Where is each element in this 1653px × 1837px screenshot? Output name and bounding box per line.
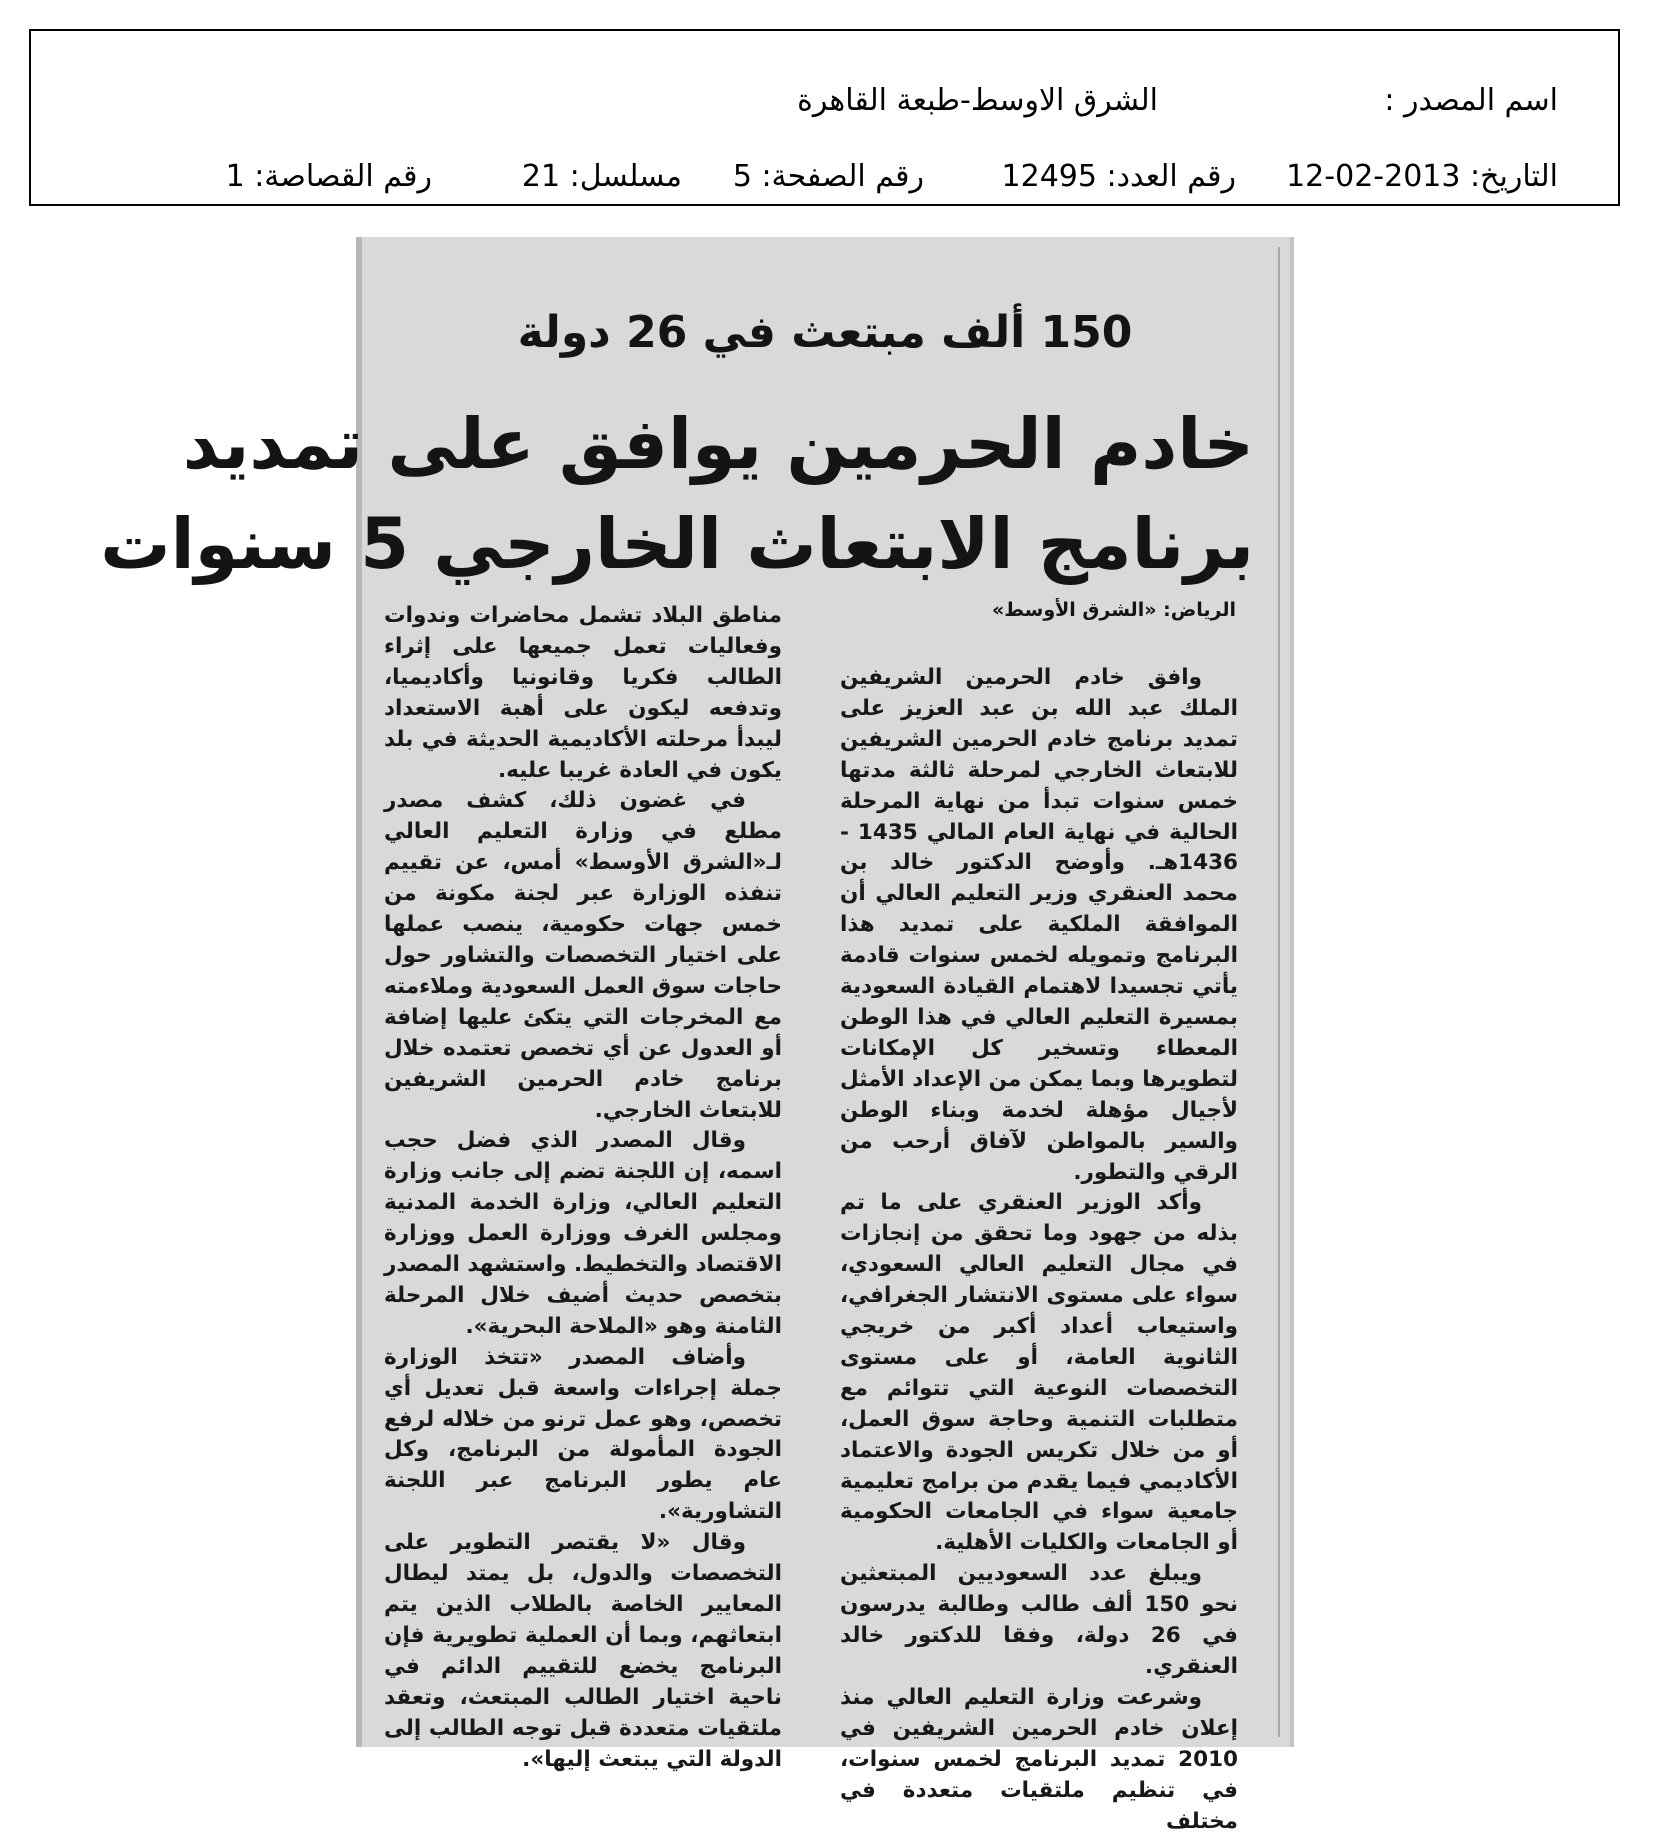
clipping-field: رقم القصاصة: 1	[225, 159, 432, 194]
headline-line-1: خادم الحرمين يوافق على تمديد	[182, 403, 1254, 485]
paragraph: مناطق البلاد تشمل محاضرات وندوات وفعاليات تعمل جميعها على إثراء الطالب فكريا وقانونيا وأكاديميا، وتدفعه ليكون على أهبة الاستعداد ليبدأ مرحلته الأكاديمية الحديثة في بلد يكون في العادة غريبا عليه.	[384, 603, 782, 783]
paragraph: وأضاف المصدر «تتخذ الوزارة جملة إجراءات واسعة قبل تعديل أي تخصص، وهو عمل ترنو من خلاله لرفع الجودة المأمولة من البرنامج، وكل عام يطور البرنامج عبر اللجنة التشاورية».	[384, 1344, 782, 1525]
metadata-row-source	[71, 79, 1558, 123]
paragraph: وافق خادم الحرمين الشريفين الملك عبد الله بن عبد العزيز على تمديد برنامج خادم الحرمين الشريفين للابتعاث الخارجي لمرحلة ثالثة مدتها خمس سنوات تبدأ من نهاية المرحلة الحالية في نهاية العام المالي 1435 - 1436هـ. وأوضح الدكتور خالد بن محمد العنقري وزير التعليم العالي أن الموافقة الملكية على تمديد هذا البرنامج وتمويله لخمس سنوات قادمة يأتي تجسيدا لاهتمام القيادة السعودية بمسيرة التعليم العالي في هذا الوطن المعطاء وتسخير كل الإمكانات لتطويرها وبما يمكن من الإعداد الأمثل لأجيال مؤهلة لخدمة وبناء الوطن والسير بالمواطن لآفاق أرحب من الرقي والتطور.	[840, 665, 1238, 1185]
source-label: اسم المصدر :	[1384, 83, 1558, 118]
issue-field: رقم العدد: 12495	[1001, 159, 1236, 194]
article-column-right	[840, 663, 1238, 1837]
article-kicker: 150 ألف مبتعث في 26 دولة	[517, 307, 1133, 358]
page-field: رقم الصفحة: 5	[732, 159, 924, 194]
metadata-row-details	[71, 155, 1558, 199]
column-rule	[1278, 247, 1280, 1737]
newspaper-clipping	[100, 237, 1294, 1834]
paragraph: وأكد الوزير العنقري على ما تم بذله من جهود وما تحقق من إنجازات في مجال التعليم العالي السعودي، سواء على مستوى الانتشار الجغرافي، واستيعاب أعداد أكبر من خريجي الثانوية العامة، أو على مستوى التخصصات النوعية التي تتوائم مع متطلبات التنمية وحاجة سوق العمل، أو من خلال تكريس الجودة والاعتماد الأكاديمي فيما يقدم من برامج تعليمية جامعية سواء في الجامعات الحكومية أو الجامعات والكليات الأهلية.	[840, 1190, 1238, 1556]
paragraph: وشرعت وزارة التعليم العالي منذ إعلان خادم الحرمين الشريفين في 2010 تمديد البرنامج لخمس سنوات، في تنظيم ملتقيات متعددة في مختلف	[840, 1684, 1238, 1834]
paragraph: في غضون ذلك، كشف مصدر مطلع في وزارة التعليم العالي لـ«الشرق الأوسط» أمس، عن تقييم تنفذه الوزارة عبر لجنة مكونة من خمس جهات حكومية، ينصب عملها على اختيار التخصصات والتشاور حول حاجات سوق العمل السعودية وملاءمته مع المخرجات التي يتكئ عليها إضافة أو العدول عن أي تخصص تعتمده خلال برنامج خادم الحرمين الشريفين للابتعاث الخارجي.	[384, 788, 782, 1123]
source-value: الشرق الاوسط-طبعة القاهرة	[797, 83, 1158, 118]
serial-field: مسلسل: 21	[521, 159, 682, 194]
clipping-right-edge	[1290, 237, 1294, 1747]
article-dateline: الرياض: «الشرق الأوسط»	[992, 599, 1236, 621]
paragraph: ويبلغ عدد السعوديين المبتعثين نحو 150 ألف طالب وطالبة يدرسون في 26 دولة، وفقا للدكتور خالد العنقري.	[840, 1561, 1238, 1679]
headline-line-2: برنامج الابتعاث الخارجي 5 سنوات	[100, 503, 1254, 585]
metadata-box	[29, 29, 1620, 206]
date-field: التاريخ: 2013-02-12	[1286, 159, 1558, 194]
paragraph: وقال «لا يقتصر التطوير على التخصصات والدول، بل يمتد ليطال المعايير الخاصة بالطلاب الذين يتم ابتعاثهم، وبما أن العملية تطويرية فإن البرنامج يخضع للتقييم الدائم في ناحية اختيار الطالب المبتعث، وتعقد ملتقيات متعددة قبل توجه الطالب إلى الدولة التي يبتعث إليها».	[384, 1530, 782, 1772]
article-column-left	[384, 601, 782, 1775]
paragraph: وقال المصدر الذي فضل حجب اسمه، إن اللجنة تضم إلى جانب وزارة التعليم العالي، وزارة الخدمة المدنية ومجلس الغرف ووزارة العمل ووزارة الاقتصاد والتخطيط. واستشهد المصدر بتخصص حديث أضيف خلال المرحلة الثامنة وهو «الملاحة البحرية».	[384, 1128, 782, 1339]
